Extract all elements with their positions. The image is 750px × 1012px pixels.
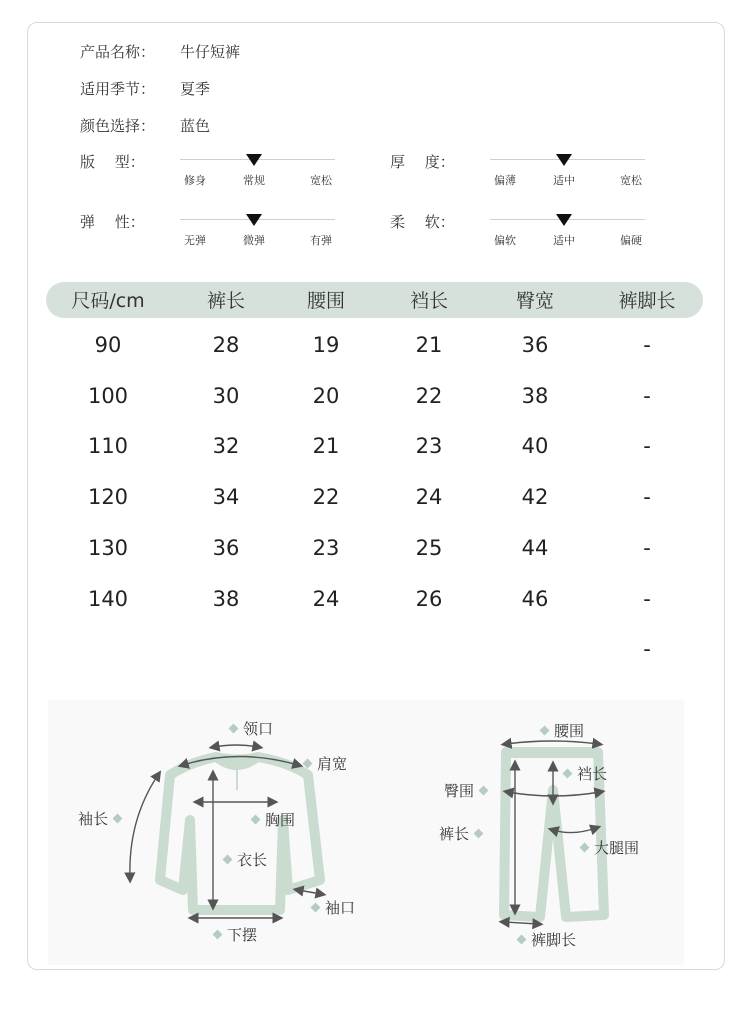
table-cell: 22 [312,485,340,510]
scale-marker-icon [246,154,262,166]
leg-opening-label [512,929,576,950]
table-header-cell: 裤长 [206,290,245,312]
table-cell: 36 [212,535,240,560]
hip-label [444,780,493,801]
table-cell: 90 [94,333,122,357]
sleeve-label [78,808,127,829]
season-label: 适用季节： [80,80,156,98]
hem-label [208,924,257,945]
garment-illustration [48,700,684,965]
scale-tick: 偏薄 [494,174,516,187]
scale-tick: 宽松 [620,174,642,187]
scale-tick: 适中 [553,234,575,247]
table-cell: 40 [521,434,549,459]
diamond-icon [311,903,321,913]
diamond-icon [223,855,233,865]
table-cell: 110 [87,434,129,459]
table-cell: - [643,333,651,357]
leg-opening-text: 裤脚长 [531,931,577,949]
diamond-icon [517,935,527,945]
scale-label: 弹 性： [80,213,145,231]
table-cell: 24 [312,586,340,611]
table-cell: 22 [415,383,443,408]
thigh-label [575,837,639,858]
table-cell: 21 [415,333,443,357]
length-text: 衣长 [237,851,268,869]
table-cell: 42 [521,485,549,510]
rise-label [558,763,607,784]
chest-label [246,809,295,830]
diamond-icon [251,815,261,825]
table-cell: 23 [415,434,443,459]
color-value: 蓝色 [180,117,211,135]
shoulder-text: 肩宽 [317,755,348,773]
table-cell: - [643,535,651,560]
table-header-cell: 裤脚长 [618,290,676,312]
table-cell: 100 [87,383,129,408]
season-value: 夏季 [180,80,211,98]
scale-marker-icon [556,154,572,166]
scale-tick: 适中 [553,174,575,187]
diamond-icon [563,769,573,779]
scale-tick: 偏硬 [620,234,642,247]
scale-tick: 无弹 [184,234,206,247]
table-cell: 44 [521,535,549,560]
table-cell: - [643,383,651,408]
table-cell: 36 [521,333,549,357]
scale-tick: 有弹 [310,234,332,247]
table-header-cell: 臀宽 [515,290,554,312]
table-cell: 140 [87,586,129,611]
diamond-icon [479,786,489,796]
table-cell: 21 [312,434,340,459]
table-header-cell: 裆长 [409,290,448,312]
table-cell: 26 [415,586,443,611]
scale-tick: 偏软 [494,234,516,247]
table-cell: 130 [87,535,129,560]
color-label: 颜色选择： [80,117,156,135]
collar-label [224,718,273,739]
diamond-icon [474,829,484,839]
waist-label [535,720,584,741]
scale-label: 厚 度： [390,153,455,171]
product-name-value: 牛仔短裤 [180,43,241,61]
pants-length-label [439,823,488,844]
shoulder-label [298,753,347,774]
scale-marker-icon [556,214,572,226]
scale-tick: 常规 [243,174,265,187]
collar-text: 领口 [243,720,274,738]
scale-marker-icon [246,214,262,226]
product-name-label: 产品名称： [80,43,156,61]
table-cell: 25 [415,535,443,560]
table-cell: 30 [212,383,240,408]
table-cell: - [643,434,651,459]
table-cell: 32 [212,434,240,459]
waist-text: 腰围 [554,722,585,740]
cuff-label [306,897,355,918]
table-cell: 19 [312,333,340,357]
diamond-icon [540,726,550,736]
top-garment-outline [160,757,320,910]
table-cell: 20 [312,383,340,408]
scale-label: 柔 软： [390,213,455,231]
table-cell: - [643,637,651,662]
rise-text: 裆长 [577,765,608,783]
diamond-icon [303,759,313,769]
measurement-diagram [48,700,684,965]
table-cell: - [643,586,651,611]
hem-text: 下摆 [227,926,258,944]
cuff-text: 袖口 [325,899,356,917]
table-cell: 38 [521,383,549,408]
product-name-row [80,41,240,62]
table-cell: 120 [87,485,129,510]
scale-tick: 修身 [184,174,206,187]
diamond-icon [229,724,239,734]
table-header-cell: 尺码/cm [71,290,145,312]
sleeve-text: 袖长 [78,810,109,828]
thigh-text: 大腿围 [594,839,640,857]
diamond-icon [580,843,590,853]
table-cell: 34 [212,485,240,510]
table-cell: 38 [212,586,240,611]
scale-tick: 宽松 [310,174,332,187]
diamond-icon [213,930,223,940]
table-cell: 46 [521,586,549,611]
chest-text: 胸围 [265,811,296,829]
diamond-icon [113,814,123,824]
season-row [80,78,210,99]
scale-label: 版 型： [80,153,145,171]
table-header-cell: 腰围 [306,290,345,312]
table-cell: - [643,485,651,510]
table-cell: 28 [212,333,240,357]
pants-length-text: 裤长 [439,825,470,843]
color-row [80,115,210,136]
length-label [218,849,267,870]
table-cell: 24 [415,485,443,510]
table-cell: 23 [312,535,340,560]
hip-text: 臀围 [444,782,475,800]
scale-tick: 微弹 [243,234,265,247]
